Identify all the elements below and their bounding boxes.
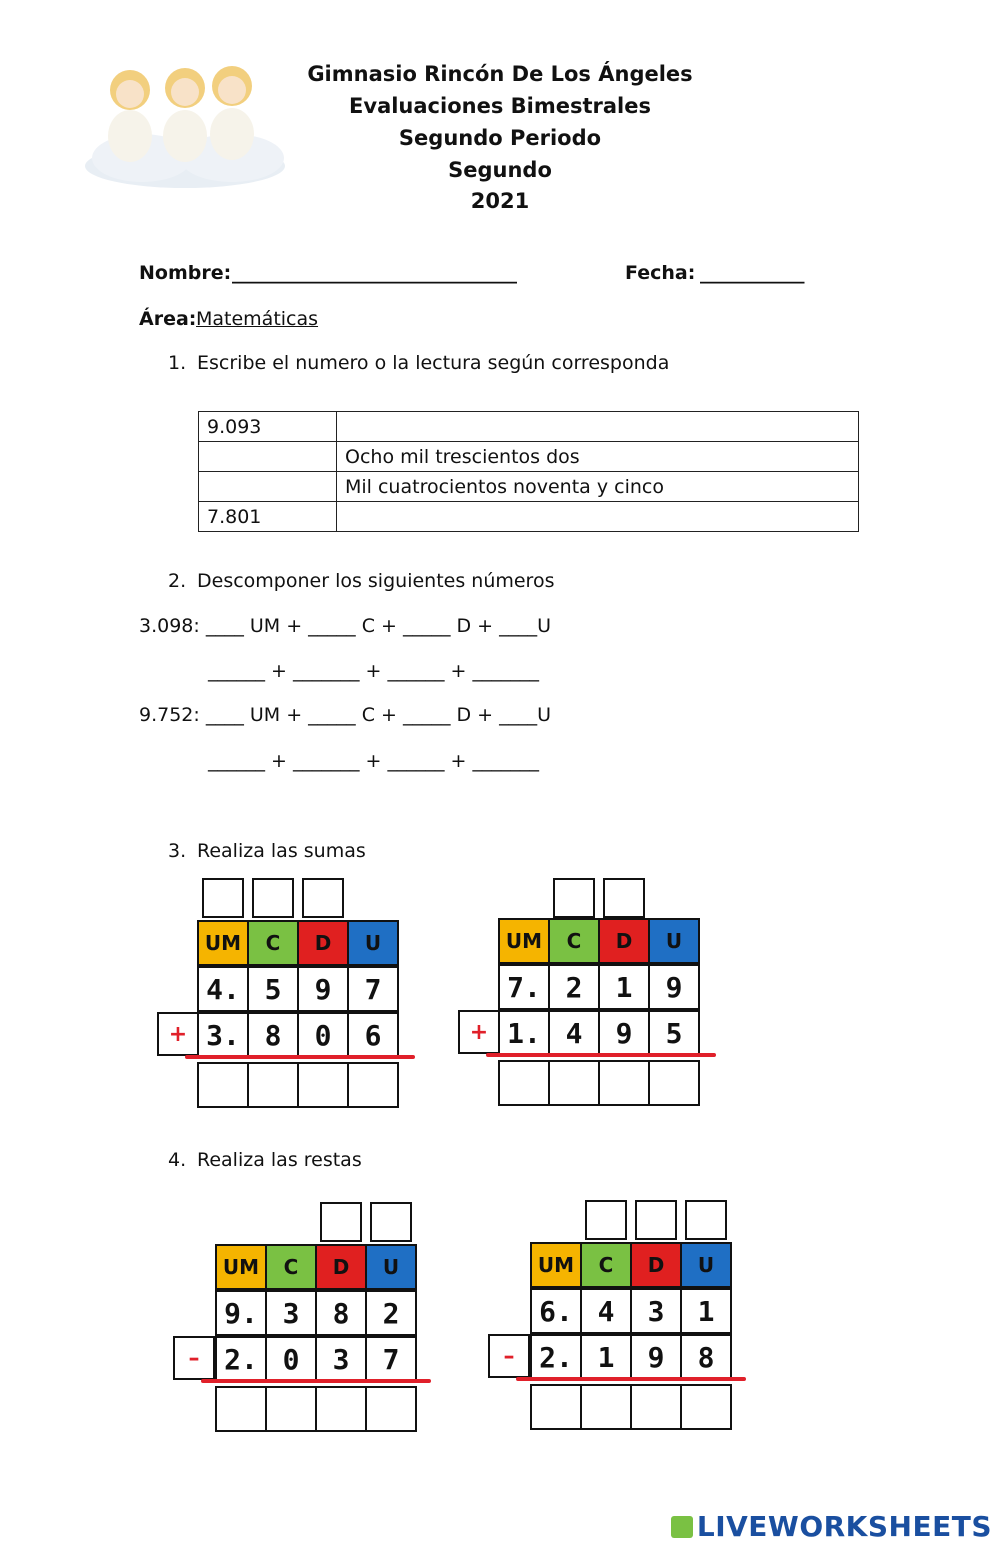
brand-icon <box>671 1516 693 1538</box>
decompose-line-2[interactable]: 9.752: ____ UM + _____ C + _____ D + ____U <box>139 704 552 726</box>
name-field[interactable]: ______________________________ <box>232 262 517 284</box>
answer-cell[interactable] <box>315 1386 367 1432</box>
year-title: 2021 <box>470 189 530 213</box>
digit-cell: 3. <box>197 1012 249 1058</box>
digit-cell: 9 <box>297 966 349 1012</box>
digit-cell: 7 <box>347 966 399 1012</box>
section4-title: Realiza las restas <box>197 1149 362 1171</box>
answer-cell[interactable] <box>530 1384 582 1430</box>
place-header-um: UM <box>498 918 550 964</box>
digit-cell: 5 <box>247 966 299 1012</box>
digit-cell: 1 <box>680 1288 732 1334</box>
section3-title: Realiza las sumas <box>197 840 366 862</box>
table-cell-number[interactable]: 9.093 <box>199 412 337 442</box>
area-label: Área: <box>139 308 197 330</box>
digit-cell: 9 <box>630 1334 682 1380</box>
place-header-d: D <box>297 920 349 966</box>
digit-cell: 9 <box>598 1010 650 1056</box>
digit-cell: 2 <box>548 964 600 1010</box>
digit-cell: 8 <box>315 1290 367 1336</box>
place-header-c: C <box>548 918 600 964</box>
decompose-sum-2[interactable]: ______ + _______ + ______ + _______ <box>208 750 539 772</box>
carry-box[interactable] <box>585 1200 627 1240</box>
answer-cell[interactable] <box>347 1062 399 1108</box>
answer-cell[interactable] <box>265 1386 317 1432</box>
section4-number: 4. <box>168 1149 187 1171</box>
digit-cell: 1 <box>598 964 650 1010</box>
digit-cell: 7 <box>365 1336 417 1382</box>
answer-cell[interactable] <box>247 1062 299 1108</box>
date-label: Fecha: <box>625 262 696 284</box>
table-cell-reading[interactable] <box>337 502 859 532</box>
answer-cell[interactable] <box>365 1386 417 1432</box>
section2-number: 2. <box>168 570 187 592</box>
place-header-u: U <box>680 1242 732 1288</box>
result-underline <box>185 1055 415 1059</box>
date-field[interactable]: ___________ <box>700 262 805 284</box>
liveworksheets-logo <box>671 1510 992 1543</box>
decompose-line-1[interactable]: 3.098: ____ UM + _____ C + _____ D + ____U <box>139 615 552 637</box>
plus-sign: + <box>157 1012 199 1056</box>
digit-cell: 9. <box>215 1290 267 1336</box>
table-cell-reading[interactable]: Mil cuatrocientos noventa y cinco <box>337 472 859 502</box>
school-name: Gimnasio Rincón De Los Ángeles <box>307 62 693 86</box>
place-header-c: C <box>265 1244 317 1290</box>
answer-cell[interactable] <box>498 1060 550 1106</box>
digit-cell: 0 <box>265 1336 317 1382</box>
digit-cell: 2. <box>215 1336 267 1382</box>
place-header-u: U <box>365 1244 417 1290</box>
answer-cell[interactable] <box>680 1384 732 1430</box>
table-row <box>199 502 859 532</box>
digit-cell: 3 <box>630 1288 682 1334</box>
digit-cell: 8 <box>247 1012 299 1058</box>
reading-table <box>198 411 859 532</box>
digit-cell: 4. <box>197 966 249 1012</box>
digit-cell: 3 <box>315 1336 367 1382</box>
answer-cell[interactable] <box>548 1060 600 1106</box>
digit-cell: 2. <box>530 1334 582 1380</box>
place-header-d: D <box>598 918 650 964</box>
period-title: Segundo Periodo <box>398 126 602 150</box>
place-header-c: C <box>247 920 299 966</box>
table-row <box>199 442 859 472</box>
table-cell-number[interactable]: 7.801 <box>199 502 337 532</box>
place-header-um: UM <box>215 1244 267 1290</box>
plus-sign: + <box>458 1010 500 1054</box>
answer-cell[interactable] <box>297 1062 349 1108</box>
place-header-um: UM <box>530 1242 582 1288</box>
place-header-d: D <box>630 1242 682 1288</box>
grade-title: Segundo <box>448 158 552 182</box>
carry-box[interactable] <box>370 1202 412 1242</box>
table-cell-number[interactable] <box>199 472 337 502</box>
result-underline <box>486 1053 716 1057</box>
place-header-um: UM <box>197 920 249 966</box>
place-header-u: U <box>347 920 399 966</box>
digit-cell: 1. <box>498 1010 550 1056</box>
answer-cell[interactable] <box>598 1060 650 1106</box>
section2-title: Descomponer los siguientes números <box>197 570 555 592</box>
answer-cell[interactable] <box>197 1062 249 1108</box>
table-cell-reading[interactable]: Ocho mil trescientos dos <box>337 442 859 472</box>
evaluation-title: Evaluaciones Bimestrales <box>349 94 651 118</box>
decompose-sum-1[interactable]: ______ + _______ + ______ + _______ <box>208 660 539 682</box>
digit-cell: 9 <box>648 964 700 1010</box>
answer-cell[interactable] <box>215 1386 267 1432</box>
digit-cell: 1 <box>580 1334 632 1380</box>
digit-cell: 2 <box>365 1290 417 1336</box>
section1-number: 1. <box>168 352 187 374</box>
table-cell-number[interactable] <box>199 442 337 472</box>
result-underline <box>516 1377 746 1381</box>
digit-cell: 4 <box>580 1288 632 1334</box>
carry-box[interactable] <box>603 878 645 918</box>
place-header-d: D <box>315 1244 367 1290</box>
table-cell-reading[interactable] <box>337 412 859 442</box>
carry-box[interactable] <box>553 878 595 918</box>
digit-cell: 6. <box>530 1288 582 1334</box>
digit-cell: 0 <box>297 1012 349 1058</box>
answer-cell[interactable] <box>580 1384 632 1430</box>
section3-number: 3. <box>168 840 187 862</box>
name-label: Nombre: <box>139 262 232 284</box>
carry-box[interactable] <box>302 878 344 918</box>
table-row <box>199 412 859 442</box>
digit-cell: 3 <box>265 1290 317 1336</box>
brand-text: LIVEWORKSHEETS <box>696 1510 992 1543</box>
digit-cell: 7. <box>498 964 550 1010</box>
digit-cell: 6 <box>347 1012 399 1058</box>
place-header-u: U <box>648 918 700 964</box>
carry-box[interactable] <box>320 1202 362 1242</box>
answer-cell[interactable] <box>648 1060 700 1106</box>
digit-cell: 8 <box>680 1334 732 1380</box>
table-row <box>199 472 859 502</box>
carry-box[interactable] <box>202 878 244 918</box>
carry-box[interactable] <box>252 878 294 918</box>
digit-cell: 5 <box>648 1010 700 1056</box>
result-underline <box>201 1379 431 1383</box>
minus-sign: – <box>488 1334 530 1378</box>
minus-sign: – <box>173 1336 215 1380</box>
digit-cell: 4 <box>548 1010 600 1056</box>
answer-cell[interactable] <box>630 1384 682 1430</box>
place-header-c: C <box>580 1242 632 1288</box>
carry-box[interactable] <box>685 1200 727 1240</box>
section1-title: Escribe el numero o la lectura según corresponda <box>197 352 670 374</box>
area-value: Matemáticas <box>196 308 319 330</box>
carry-box[interactable] <box>635 1200 677 1240</box>
